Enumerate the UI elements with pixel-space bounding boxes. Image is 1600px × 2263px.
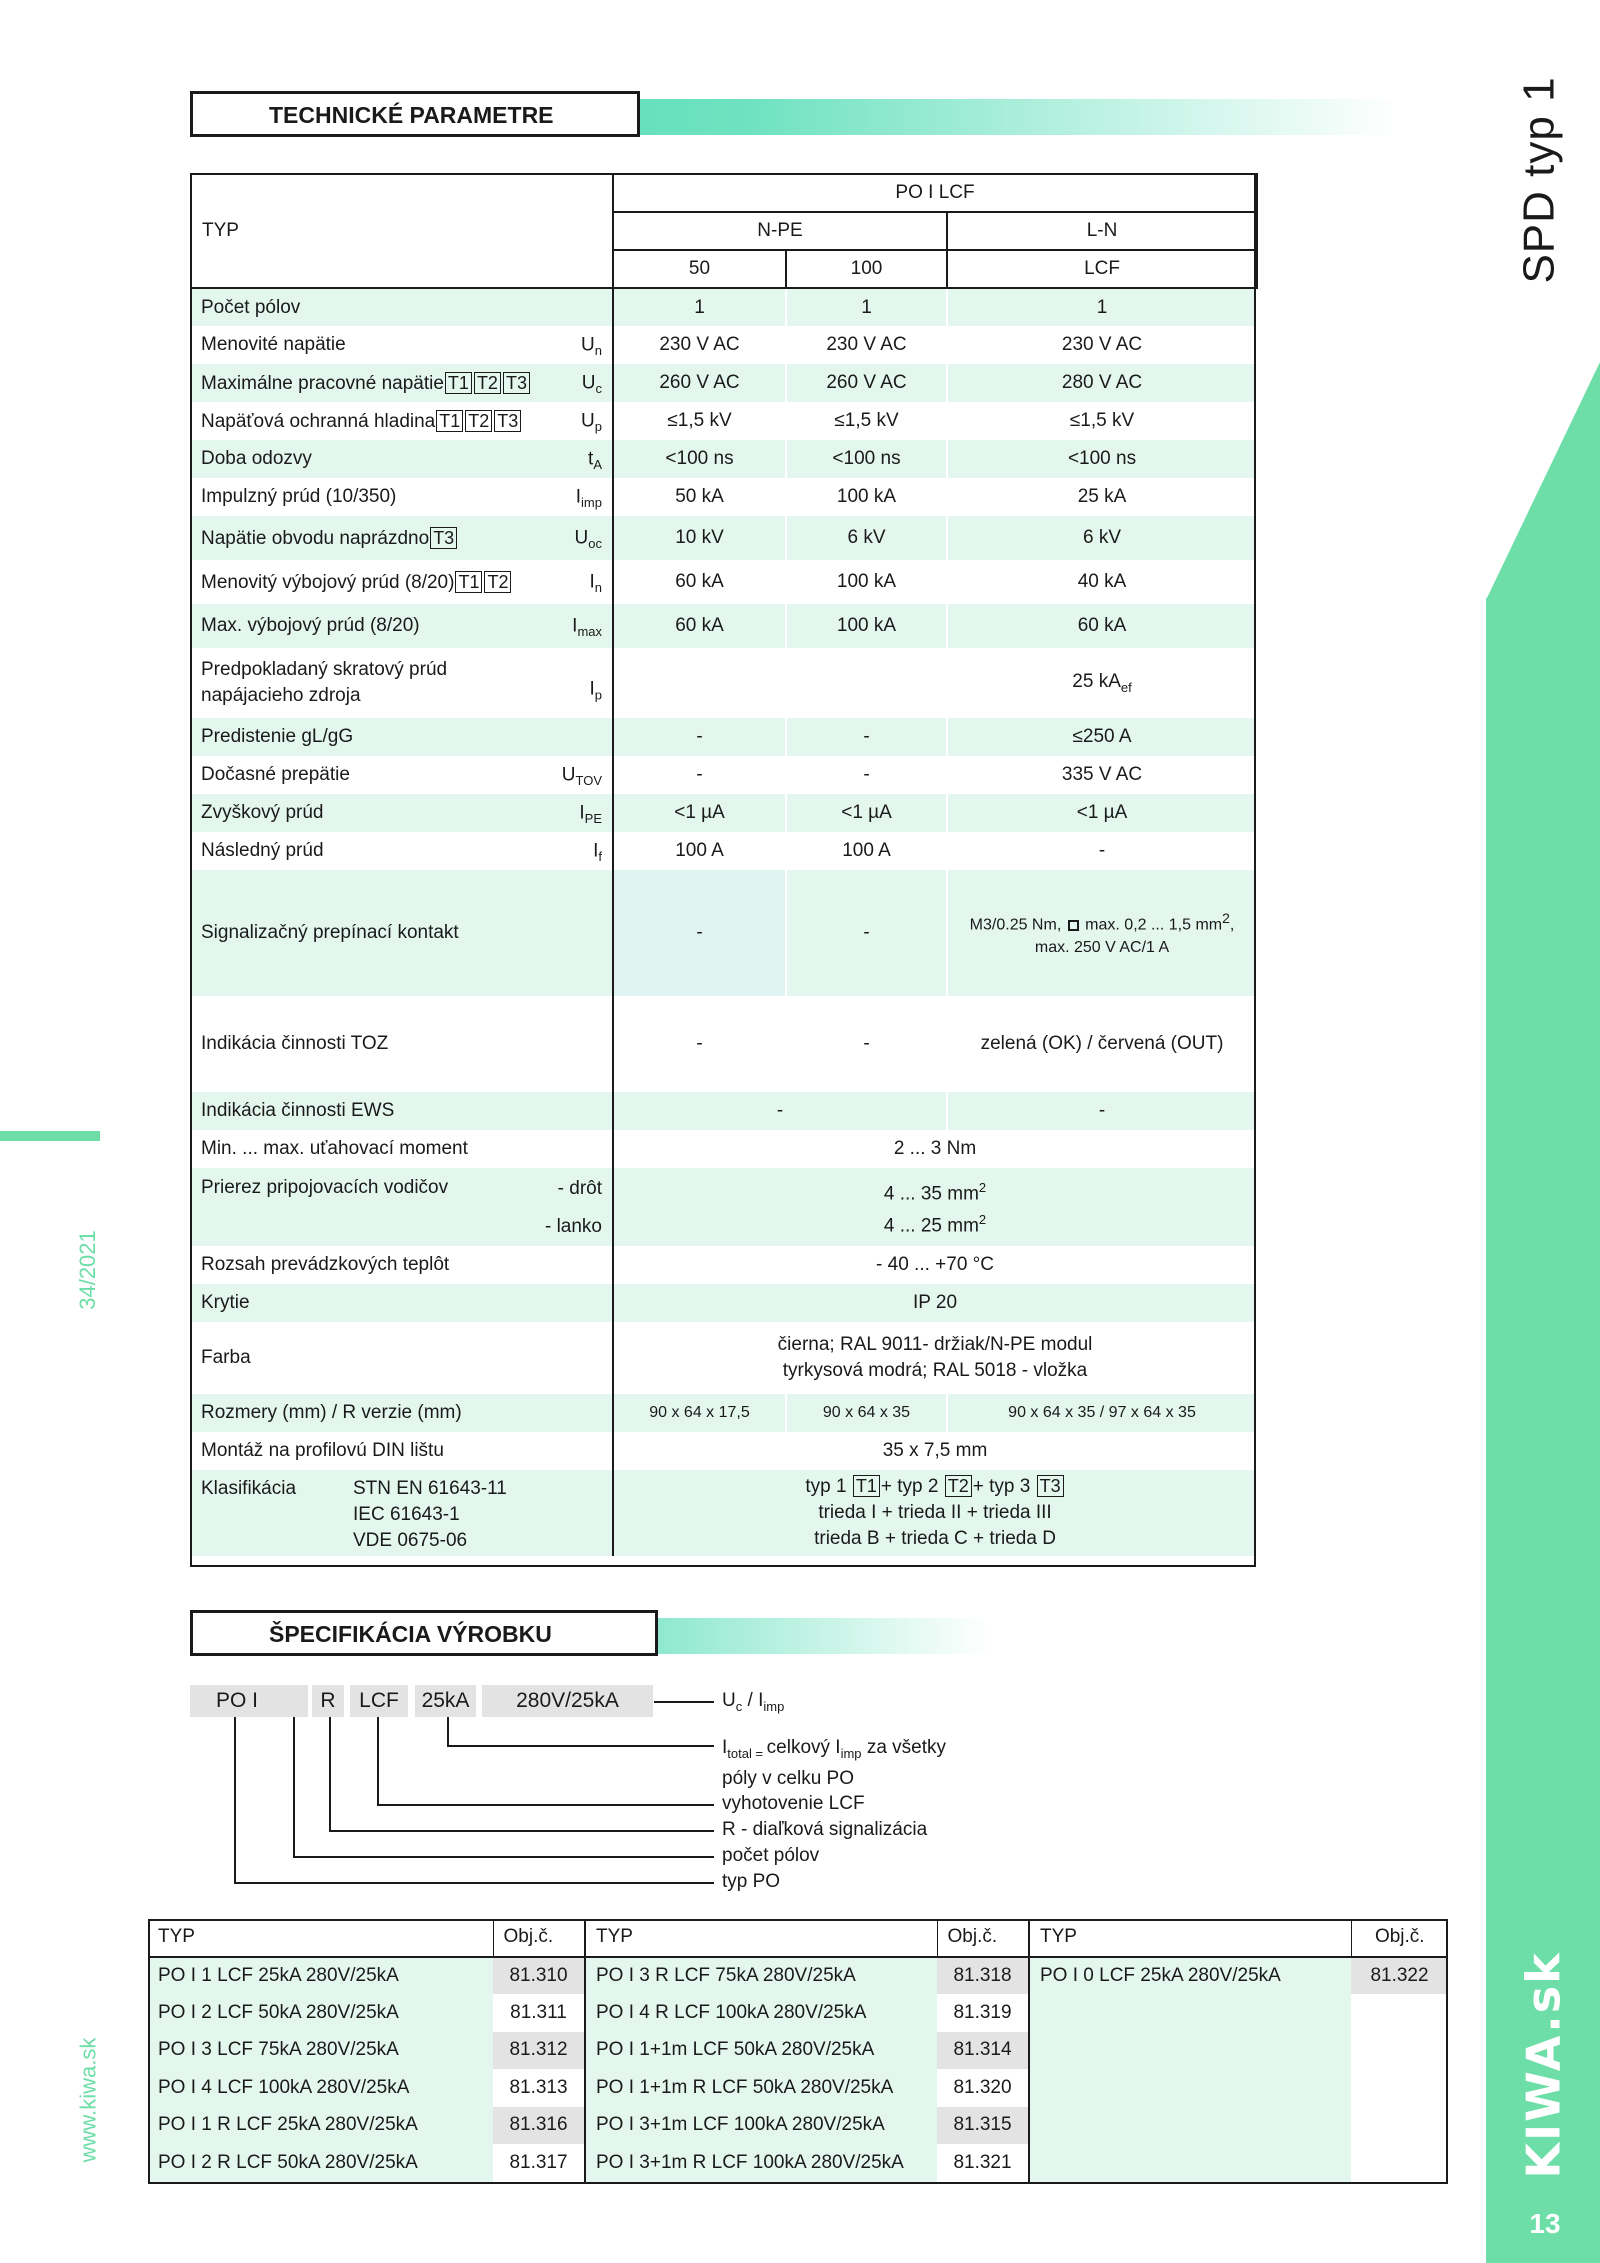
table-row	[148, 2032, 1448, 2070]
param-value: 260 V AC	[613, 364, 786, 402]
param-label: Impulzný prúd (10/350) $I_{imp}$	[191, 478, 613, 516]
param-value: 10 kV	[613, 516, 786, 560]
param-value: 100 kA	[786, 478, 947, 516]
label-itotal: $I_{total =}$ celkový $I_{imp}$ za všetky póly v celku PO	[722, 1737, 947, 1789]
param-label: Napätie obvodu naprázdno T3 $U_{oc}$	[191, 516, 613, 560]
param-label: Zvyškový prúd $I_{PE}$	[191, 794, 613, 832]
param-label: Následný prúd $I_f$	[191, 832, 613, 870]
header-typ-1: TYP	[148, 1919, 493, 1957]
order-number: 81.314	[937, 2032, 1029, 2070]
section-title: ŠPECIFIKÁCIA VÝROBKU	[190, 1610, 658, 1656]
table-row	[148, 1994, 1448, 2032]
label-poles: počet pólov	[722, 1845, 820, 1866]
table-row	[191, 440, 1257, 478]
table-row	[191, 560, 1257, 604]
order-number: 81.318	[937, 1957, 1029, 1995]
param-value: 40 kA	[947, 560, 1257, 604]
line-typpo	[234, 1882, 714, 1884]
header-typ-2: TYP	[585, 1919, 937, 1957]
table-row	[191, 402, 1257, 440]
order-type	[1029, 2107, 1351, 2145]
param-value: 280 V AC	[947, 364, 1257, 402]
param-value: ≤250 A	[947, 718, 1257, 756]
table-row	[191, 718, 1257, 756]
issue-number: 34/2021	[75, 1230, 100, 1310]
param-value: 1	[613, 288, 786, 326]
line-lcf-v	[377, 1717, 379, 1805]
param-value: -	[613, 718, 786, 756]
table-row: Klasifikácia STN EN 61643-11 IEC 61643-1 VDE 0675-06 typ 1 T1 + typ 2 T2 + typ 3 T3 trieda I + trieda II + trieda III trieda B + trieda C + trieda D	[191, 1470, 1257, 1556]
label-uc: $U_c / I_{imp}$	[722, 1690, 785, 1714]
param-value: 60 kA	[613, 560, 786, 604]
order-table	[148, 1919, 1448, 2182]
order-number: 81.317	[493, 2144, 585, 2182]
order-number	[1351, 2107, 1448, 2145]
table-row: Montáž na profilovú DIN lištu 35 x 7,5 mm	[191, 1432, 1257, 1470]
order-type: PO I 3+1m R LCF 100kA 280V/25kA	[585, 2144, 937, 2182]
order-number	[1351, 2069, 1448, 2107]
order-type: PO I 0 LCF 25kA 280V/25kA	[1029, 1957, 1351, 1995]
order-type: PO I 1 LCF 25kA 280V/25kA	[148, 1957, 493, 1995]
spec-chip: 280V/25kA	[482, 1685, 653, 1717]
param-value: <100 ns	[947, 440, 1257, 478]
param-label: Počet pólov	[191, 288, 613, 326]
param-value: 230 V AC	[947, 326, 1257, 364]
sidebar-accent	[1486, 362, 1600, 600]
table-row	[191, 326, 1257, 364]
order-number	[1351, 2144, 1448, 2182]
param-label: Dočasné prepätie $U_{TOV}$	[191, 756, 613, 794]
param-value: 6 kV	[947, 516, 1257, 560]
spec-chip	[277, 1685, 308, 1717]
table-row: Indikácia činnosti EWS - -	[191, 1092, 1257, 1130]
spec-chip: 25kA	[415, 1685, 476, 1717]
order-type	[1029, 1994, 1351, 2032]
param-value: <1 µA	[947, 794, 1257, 832]
param-value: 60 kA	[613, 604, 786, 648]
param-value: -	[613, 756, 786, 794]
param-value: 260 V AC	[786, 364, 947, 402]
param-value: -	[947, 832, 1257, 870]
param-value: 100 A	[613, 832, 786, 870]
order-type: PO I 1 R LCF 25kA 280V/25kA	[148, 2107, 493, 2145]
order-type: PO I 3+1m LCF 100kA 280V/25kA	[585, 2107, 937, 2145]
spec-chip: R	[312, 1685, 344, 1717]
section-header-specification	[190, 1610, 990, 1656]
section-header-technical	[190, 91, 1400, 137]
kiwa-logo: KIWA.sk	[1517, 1951, 1571, 2179]
param-label: Max. výbojový prúd (8/20) $I_{max}$	[191, 604, 613, 648]
left-accent-bar	[0, 1131, 100, 1141]
label-r: R - diaľková signalizácia	[722, 1819, 928, 1840]
order-number: 81.321	[937, 2144, 1029, 2182]
param-value: -	[786, 718, 947, 756]
order-type: PO I 2 LCF 50kA 280V/25kA	[148, 1994, 493, 2032]
param-value: 100 kA	[786, 560, 947, 604]
table-row	[191, 288, 1257, 326]
table-row: Rozsah prevádzkových teplôt - 40 ... +70 °C	[191, 1246, 1257, 1284]
line-r	[329, 1830, 714, 1832]
header-typ: TYP	[191, 174, 613, 288]
table-row: Signalizačný prepínací kontakt - - M3/0.25 Nm, max. 0,2 ... 1,5 $mm^2$, max. 250 V AC/1 A	[191, 870, 1257, 996]
order-number: 81.322	[1351, 1957, 1448, 1995]
label-typpo: typ PO	[722, 1871, 781, 1892]
header-lcf: LCF	[947, 250, 1257, 288]
table-row: Predpokladaný skratový prúd napájacieho zdroja $I_p$ 25 $kA_{ef}$	[191, 648, 1257, 718]
table-row	[148, 2069, 1448, 2107]
param-value: 100 A	[786, 832, 947, 870]
param-value: 100 kA	[786, 604, 947, 648]
order-number: 81.312	[493, 2032, 585, 2070]
header-ln: L-N	[947, 212, 1257, 250]
square-icon	[1068, 920, 1079, 931]
order-number: 81.315	[937, 2107, 1029, 2145]
order-number	[1351, 2032, 1448, 2070]
param-value: 60 kA	[947, 604, 1257, 648]
table-row	[148, 2107, 1448, 2145]
param-value: 25 kA	[947, 478, 1257, 516]
header-obj-1: Obj.č.	[493, 1919, 585, 1957]
table-row	[191, 516, 1257, 560]
line-typpo-v	[234, 1717, 236, 1883]
param-value: ≤1,5 kV	[786, 402, 947, 440]
param-value: 230 V AC	[786, 326, 947, 364]
header-product: PO I LCF	[613, 174, 1257, 212]
table-row: Krytie IP 20	[191, 1284, 1257, 1322]
param-label: Maximálne pracovné napätie T1 T2 T3 $U_c$	[191, 364, 613, 402]
table-row	[148, 2144, 1448, 2182]
order-type	[1029, 2144, 1351, 2182]
technical-parameters-table	[190, 173, 1258, 1556]
table-row	[191, 604, 1257, 648]
param-value: 1	[947, 288, 1257, 326]
line-poles	[293, 1856, 714, 1858]
website-link[interactable]: www.kiwa.sk	[75, 2037, 100, 2163]
param-value: <1 µA	[786, 794, 947, 832]
label-lcf: vyhotovenie LCF	[722, 1793, 865, 1814]
param-value: 335 V AC	[947, 756, 1257, 794]
param-label: Predistenie gL/gG	[191, 718, 613, 756]
header-100: 100	[786, 250, 947, 288]
line-uc	[654, 1701, 714, 1703]
param-value: ≤1,5 kV	[613, 402, 786, 440]
header-typ-3: TYP	[1029, 1919, 1351, 1957]
table-row	[191, 364, 1257, 402]
table-row	[191, 832, 1257, 870]
order-type: PO I 4 R LCF 100kA 280V/25kA	[585, 1994, 937, 2032]
header-npe: N-PE	[613, 212, 947, 250]
order-type: PO I 3 R LCF 75kA 280V/25kA	[585, 1957, 937, 1995]
line-itotal	[447, 1745, 714, 1747]
section-title: TECHNICKÉ PARAMETRE	[190, 91, 640, 137]
param-value: 6 kV	[786, 516, 947, 560]
table-row	[191, 794, 1257, 832]
param-label: Menovité napätie $U_n$	[191, 326, 613, 364]
table-row: Min. ... max. uťahovací moment 2 ... 3 Nm	[191, 1130, 1257, 1168]
param-value: ≤1,5 kV	[947, 402, 1257, 440]
header-obj-3: Obj.č.	[1351, 1919, 1448, 1957]
param-value: 1	[786, 288, 947, 326]
param-value: <100 ns	[613, 440, 786, 478]
order-type: PO I 1+1m R LCF 50kA 280V/25kA	[585, 2069, 937, 2107]
order-type	[1029, 2032, 1351, 2070]
line-poles-v	[293, 1717, 295, 1857]
table-row: Rozmery (mm) / R verzie (mm) 90 x 64 x 17,5 90 x 64 x 35 90 x 64 x 35 / 97 x 64 x 35	[191, 1394, 1257, 1432]
param-label: Menovitý výbojový prúd (8/20) T1 T2 $I_n$	[191, 560, 613, 604]
order-header-row	[148, 1919, 1448, 1957]
spec-chip: LCF	[350, 1685, 408, 1717]
order-number: 81.319	[937, 1994, 1029, 2032]
order-number: 81.316	[493, 2107, 585, 2145]
order-number: 81.310	[493, 1957, 585, 1995]
order-number	[1351, 1994, 1448, 2032]
table-row	[148, 1957, 1448, 1995]
line-r-v	[329, 1717, 331, 1831]
param-value: <100 ns	[786, 440, 947, 478]
order-type: PO I 3 LCF 75kA 280V/25kA	[148, 2032, 493, 2070]
table-row: Prierez pripojovacích vodičov - drôt - lanko 4 ... 35 $mm^2$ 4 ... 25 $mm^2$	[191, 1168, 1257, 1246]
param-value: <1 µA	[613, 794, 786, 832]
page-number: 13	[1529, 2208, 1561, 2239]
param-value: 230 V AC	[613, 326, 786, 364]
side-title: SPD typ 1	[1515, 76, 1564, 284]
order-type	[1029, 2069, 1351, 2107]
param-label: Napäťová ochranná hladina T1 T2 T3 $U_p$	[191, 402, 613, 440]
table-row	[191, 478, 1257, 516]
param-value: -	[786, 756, 947, 794]
order-number: 81.313	[493, 2069, 585, 2107]
order-type: PO I 4 LCF 100kA 280V/25kA	[148, 2069, 493, 2107]
header-obj-2: Obj.č.	[937, 1919, 1029, 1957]
order-number: 81.320	[937, 2069, 1029, 2107]
spec-chip: PO I	[190, 1685, 284, 1717]
line-lcf	[377, 1804, 714, 1806]
header-50: 50	[613, 250, 786, 288]
order-type: PO I 1+1m LCF 50kA 280V/25kA	[585, 2032, 937, 2070]
order-number: 81.311	[493, 1994, 585, 2032]
order-type: PO I 2 R LCF 50kA 280V/25kA	[148, 2144, 493, 2182]
table-row: Indikácia činnosti TOZ - - zelená (OK) / červená (OUT)	[191, 996, 1257, 1092]
param-label: Doba odozvy $t_A$	[191, 440, 613, 478]
param-value: 50 kA	[613, 478, 786, 516]
table-row: Farba čierna; RAL 9011- držiak/N-PE modul tyrkysová modrá; RAL 5018 - vložka	[191, 1322, 1257, 1394]
line-itotal-v	[447, 1717, 449, 1746]
table-row	[191, 756, 1257, 794]
